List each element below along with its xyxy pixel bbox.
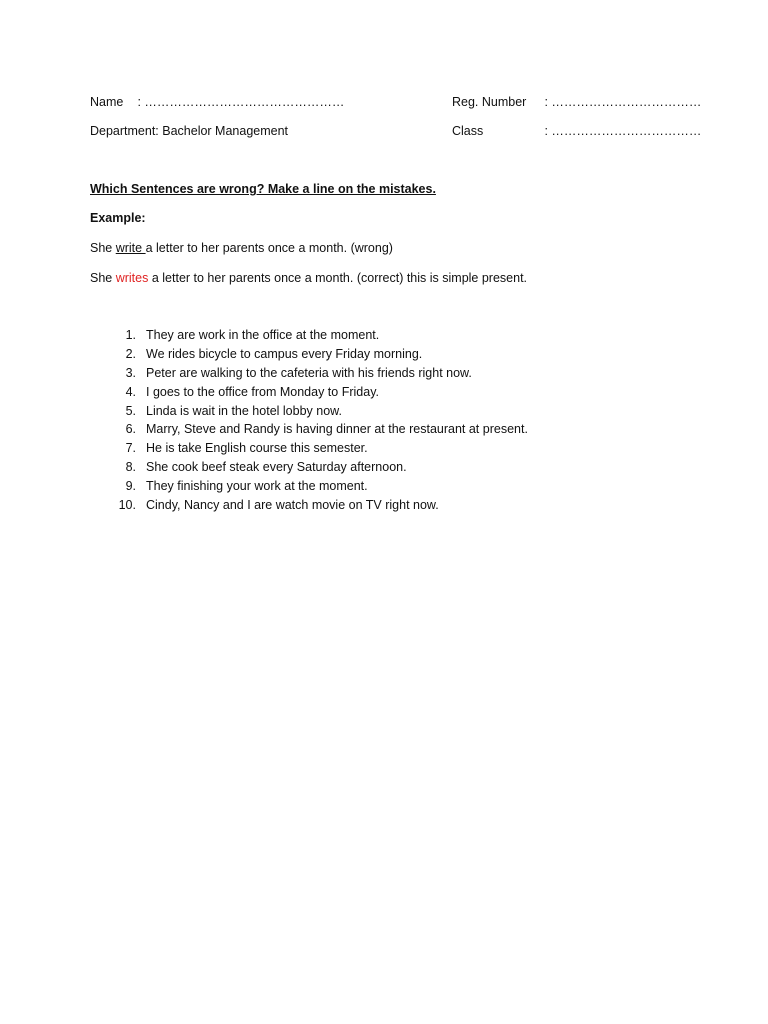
- wrong-example-prefix: She: [90, 241, 116, 255]
- item-number: 8.: [125, 460, 136, 475]
- item-text: We rides bicycle to campus every Friday morning.: [146, 346, 423, 361]
- example-label: Example:: [90, 211, 146, 225]
- reg-number-blank: : ………………………………: [544, 95, 702, 109]
- correct-example-prefix: She: [90, 271, 116, 285]
- class-field: [452, 123, 701, 139]
- correct-example-verb: writes: [115, 271, 149, 285]
- list-item: [110, 420, 528, 439]
- item-number: 5.: [125, 403, 136, 418]
- department-field: Department: Bachelor Management: [90, 124, 289, 138]
- list-item: [110, 439, 528, 458]
- item-text: They finishing your work at the moment.: [146, 479, 368, 494]
- item-number: 9.: [125, 479, 136, 494]
- item-text: Cindy, Nancy and I are watch movie on TV right now.: [146, 498, 439, 513]
- item-text: They are work in the office at the moment.: [146, 328, 380, 342]
- class-label: Class: [452, 124, 484, 138]
- reg-number-label: Reg. Number: [452, 95, 527, 109]
- list-item: [110, 383, 528, 402]
- list-item: [110, 477, 528, 496]
- list-item: [110, 326, 528, 345]
- item-text: Marry, Steve and Randy is having dinner at the restaurant at present.: [146, 422, 528, 437]
- class-blank: : ………………………………: [544, 124, 702, 138]
- item-number: 7.: [125, 441, 136, 456]
- exercise-list: [110, 326, 528, 515]
- list-item: [110, 458, 528, 477]
- instruction-title: Which Sentences are wrong? Make a line on the mistakes.: [90, 182, 436, 196]
- item-number: 3.: [125, 365, 136, 380]
- name-field: [90, 94, 344, 110]
- name-blank: : …………………………………………: [137, 95, 345, 109]
- name-label: Name: [90, 95, 124, 109]
- item-text: Peter are walking to the cafeteria with his friends right now.: [146, 365, 472, 380]
- item-number: 10.: [118, 498, 136, 513]
- item-number: 4.: [125, 384, 136, 399]
- item-text: Linda is wait in the hotel lobby now.: [146, 403, 342, 418]
- wrong-example-sentence: [90, 240, 393, 256]
- item-number: 2.: [125, 346, 136, 361]
- correct-example-suffix: a letter to her parents once a month. (correct) this is simple present.: [148, 271, 528, 285]
- list-item: [110, 402, 528, 421]
- wrong-example-suffix: a letter to her parents once a month. (wrong): [145, 241, 393, 255]
- wrong-example-verb: write: [115, 241, 146, 255]
- list-item: [110, 345, 528, 364]
- reg-number-field: [452, 94, 701, 110]
- item-number: 6.: [125, 422, 136, 437]
- list-item: [110, 496, 528, 515]
- item-number: 1.: [125, 328, 136, 342]
- correct-example-sentence: [90, 270, 527, 286]
- item-text: She cook beef steak every Saturday afternoon.: [146, 460, 407, 475]
- item-text: I goes to the office from Monday to Friday.: [146, 384, 379, 399]
- list-item: [110, 364, 528, 383]
- item-text: He is take English course this semester.: [146, 441, 368, 456]
